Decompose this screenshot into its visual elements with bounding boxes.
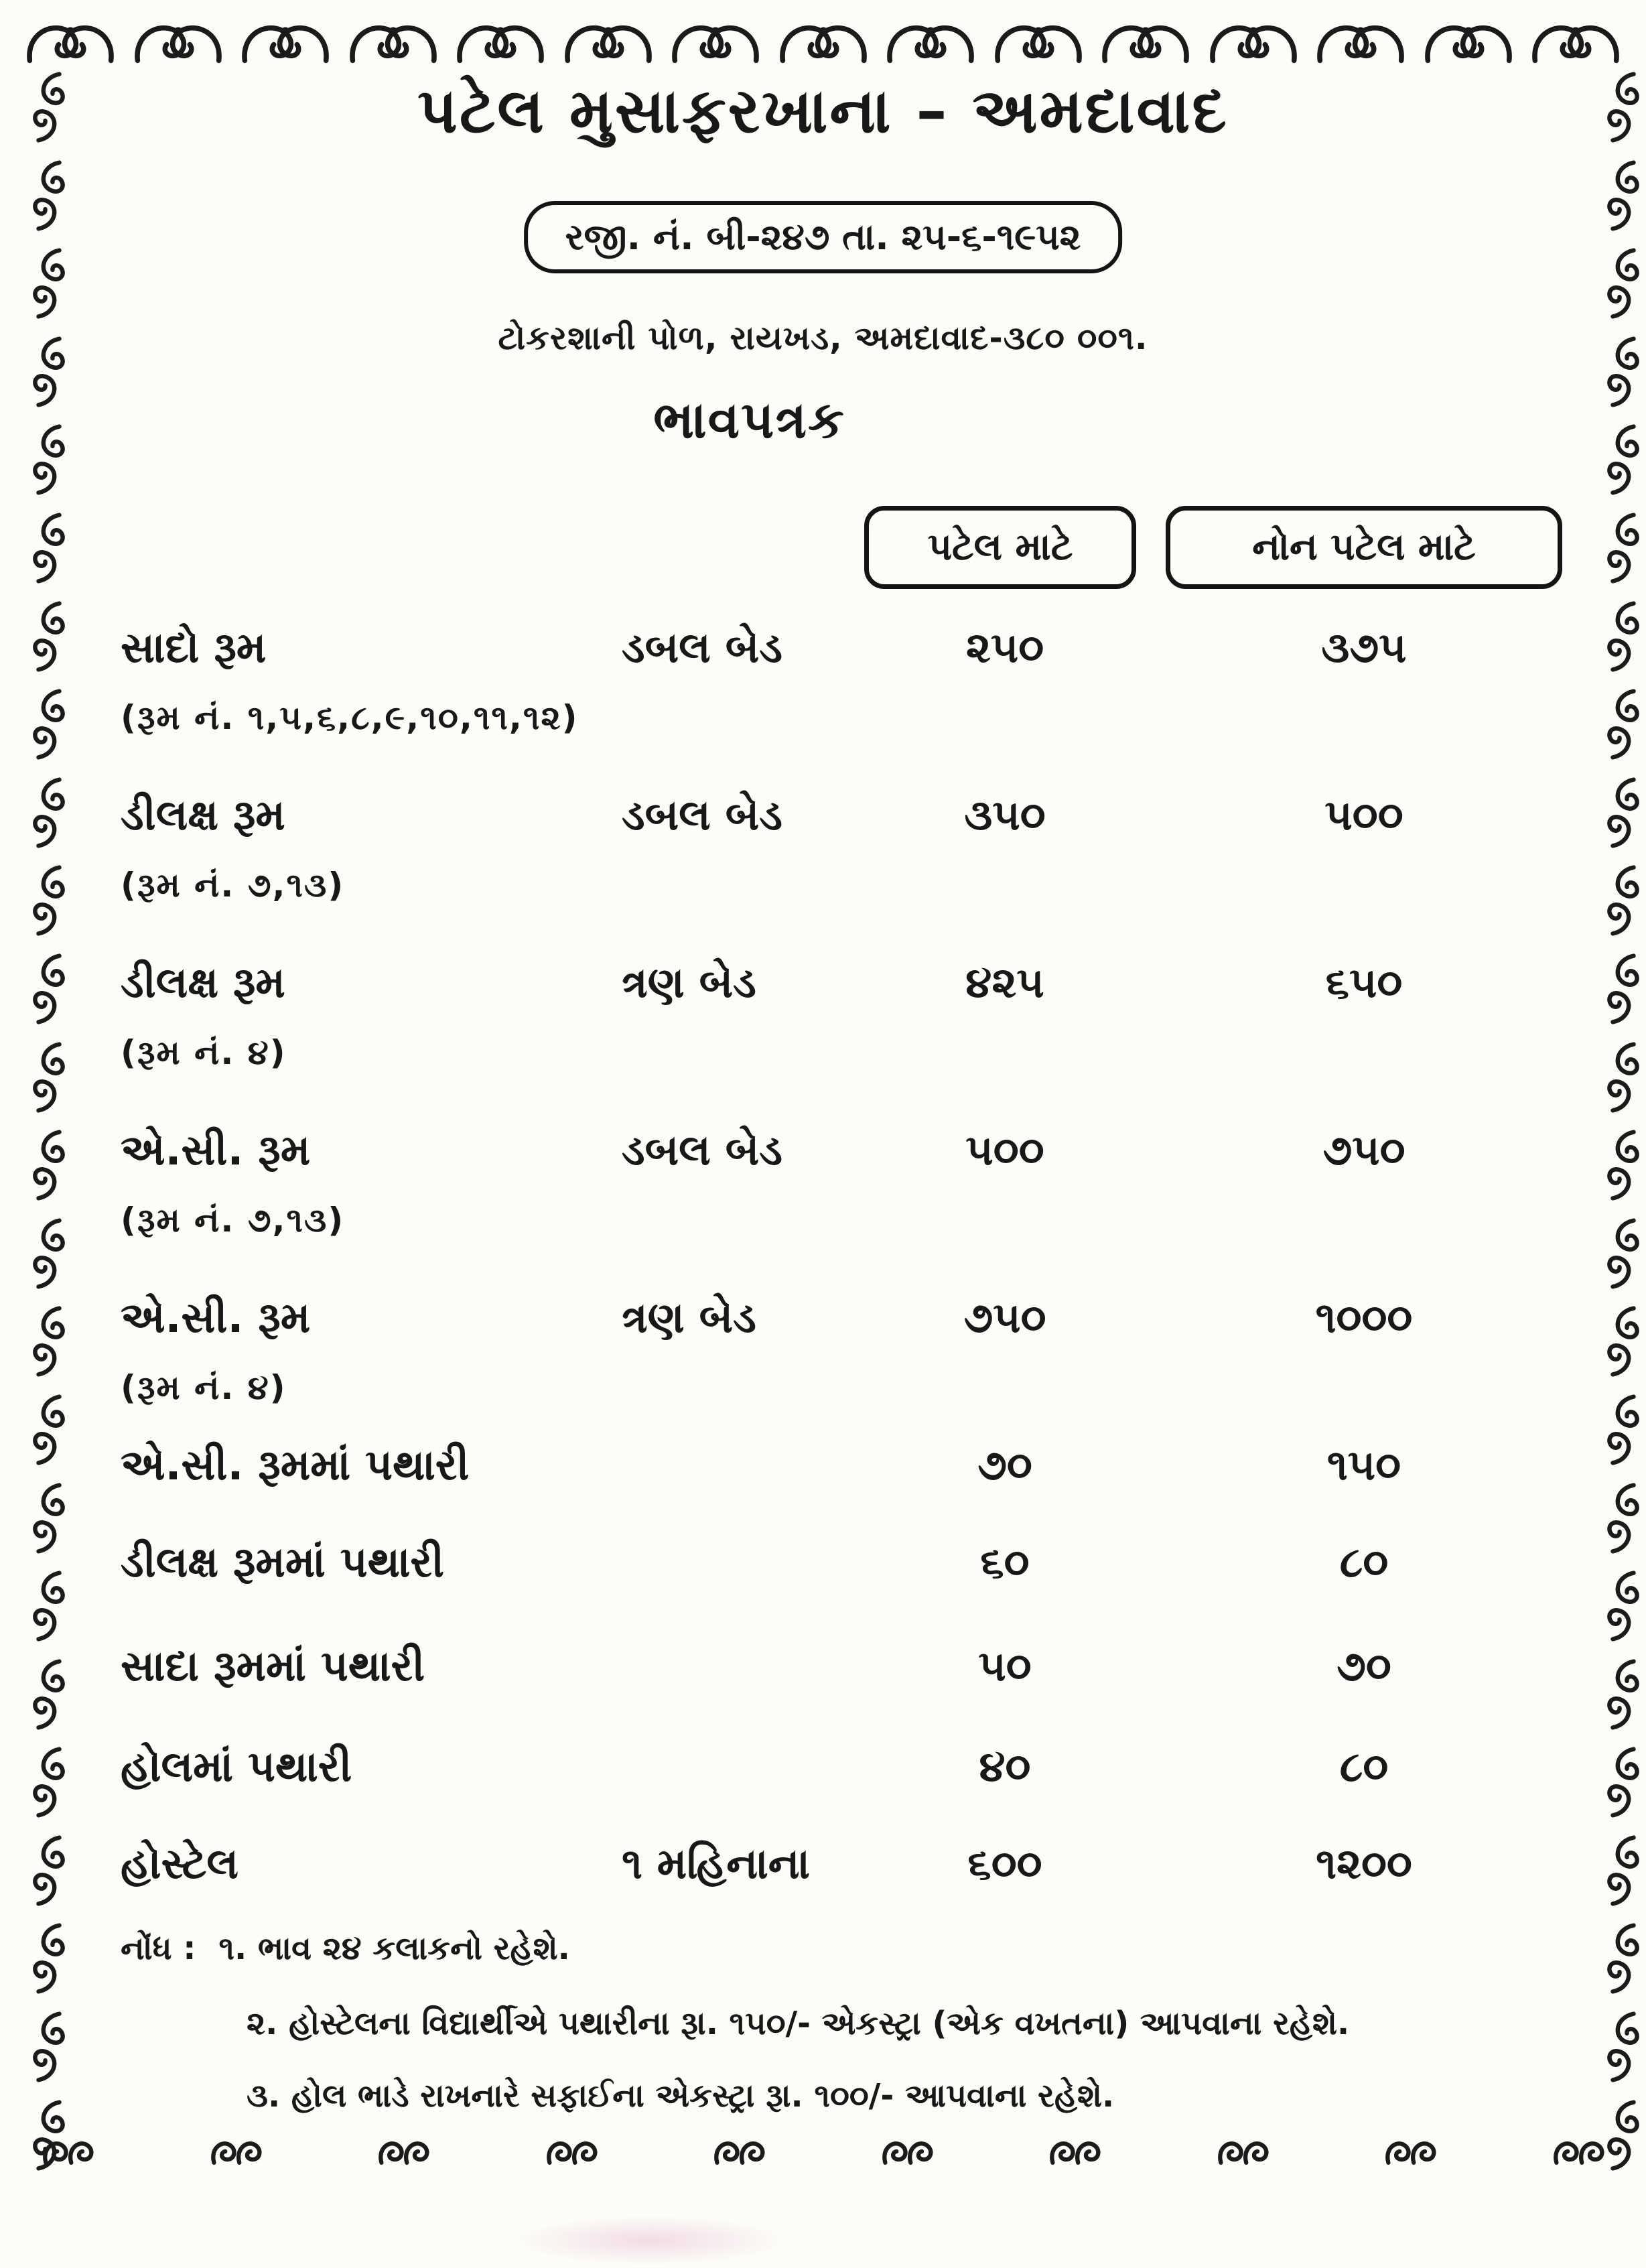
scroll-ornament-icon — [777, 14, 870, 66]
room-label: સાદા રૂમમાં પથારી — [121, 1642, 425, 1690]
scroll-ornament-icon — [27, 687, 70, 762]
scroll-ornament-icon — [1602, 1833, 1645, 1908]
ornamental-border-left — [20, 70, 78, 2173]
scroll-ornament-icon — [40, 2136, 95, 2167]
room-label: ડીલક્ષ રૂમ — [121, 791, 285, 840]
price-list-heading: ભાવપત્રક — [653, 390, 845, 450]
room-numbers: (રૂમ નં. ૭,૧૩) — [121, 1201, 345, 1240]
scroll-ornament-icon — [27, 1833, 70, 1908]
ornamental-border-bottom — [40, 2132, 1606, 2171]
price-non-patel: ૮૦ — [1339, 1742, 1389, 1791]
scroll-ornament-icon — [27, 1216, 70, 1291]
scroll-ornament-icon — [27, 775, 70, 850]
scroll-ornament-icon — [132, 14, 224, 66]
scroll-ornament-icon — [1529, 14, 1622, 66]
scroll-ornament-icon — [27, 1481, 70, 1556]
scroll-ornament-icon — [1602, 599, 1645, 674]
table-row — [121, 958, 1527, 1033]
table-row — [121, 1126, 1527, 1201]
scroll-ornament-icon — [562, 14, 655, 66]
bed-type: ડબલ બેડ — [622, 1126, 782, 1175]
scroll-ornament-icon — [711, 2136, 766, 2167]
room-numbers: (રૂમ નં. ૪) — [121, 1368, 287, 1407]
scroll-ornament-icon — [1314, 14, 1407, 66]
scroll-ornament-icon — [1602, 775, 1645, 850]
price-non-patel: ૩૭૫ — [1321, 623, 1407, 672]
document-title: પટેલ મુસાફરખાના – અમદાવાદ — [417, 75, 1229, 147]
scroll-ornament-icon — [27, 1657, 70, 1732]
scroll-ornament-icon — [880, 2136, 935, 2167]
scroll-ornament-icon — [1602, 1569, 1645, 1644]
room-label: સાદો રૂમ — [121, 623, 267, 672]
note-text: ૧. ભાવ ૨૪ કલાકનો રહેશે. — [218, 1930, 570, 1967]
ornamental-border-right — [1598, 70, 1645, 2173]
price-non-patel: ૧૦૦૦ — [1315, 1293, 1413, 1342]
scroll-ornament-icon — [27, 1392, 70, 1467]
column-header-non-patel: નોન પટેલ માટે — [1166, 506, 1562, 589]
scroll-ornament-icon — [1602, 951, 1645, 1026]
price-non-patel: ૬૫૦ — [1325, 958, 1403, 1007]
note-line-1 — [121, 1930, 570, 1968]
price-patel: ૫૦ — [978, 1642, 1032, 1690]
scroll-ornament-icon — [27, 1304, 70, 1379]
scroll-ornament-icon — [27, 599, 70, 674]
scroll-ornament-icon — [1602, 1040, 1645, 1115]
table-row — [121, 1839, 1527, 1914]
table-row — [121, 1538, 1527, 1613]
scroll-ornament-icon — [1602, 687, 1645, 762]
room-label: હોસ્ટેલ — [121, 1839, 239, 1888]
price-patel: ૭૫૦ — [963, 1293, 1046, 1342]
column-header-patel: પટેલ માટે — [864, 506, 1136, 589]
scroll-ornament-icon — [1383, 2136, 1438, 2167]
scroll-ornament-icon — [1602, 1304, 1645, 1379]
scroll-ornament-icon — [1207, 14, 1300, 66]
scroll-ornament-icon — [1602, 1216, 1645, 1291]
scroll-ornament-icon — [1602, 2009, 1645, 2084]
note-line-2: ૨. હોસ્ટેલના વિદ્યાર્થીએ પથારીના રૂા. ૧૫૦/- એકસ્ટ્રા (એક વખતના) આપવાના રહેશે. — [247, 2005, 1350, 2042]
scroll-ornament-icon — [884, 14, 977, 66]
table-row — [121, 791, 1527, 866]
scroll-ornament-icon — [454, 14, 547, 66]
room-label: ડીલક્ષ રૂમ — [121, 958, 285, 1007]
scroll-ornament-icon — [1602, 1745, 1645, 1820]
ornamental-border-top — [24, 9, 1622, 71]
price-patel: ૪૨૫ — [965, 958, 1044, 1007]
price-non-patel: ૧૫૦ — [1326, 1441, 1401, 1489]
room-numbers: (રૂમ નં. ૧,૫,૬,૮,૯,૧૦,૧૧,૧૨) — [121, 698, 579, 737]
room-numbers: (રૂમ નં. ૪) — [121, 1033, 287, 1072]
scroll-ornament-icon — [27, 511, 70, 586]
scroll-ornament-icon — [27, 2009, 70, 2084]
bed-type: ત્રણ બેડ — [622, 1293, 756, 1342]
scroll-ornament-icon — [1602, 1921, 1645, 1996]
scroll-ornament-icon — [1602, 511, 1645, 586]
scroll-ornament-icon — [669, 14, 762, 66]
scroll-ornament-icon — [1602, 1657, 1645, 1732]
price-non-patel: ૫૦૦ — [1324, 791, 1403, 840]
scroll-ornament-icon — [24, 14, 117, 66]
scroll-ornament-icon — [1215, 2136, 1270, 2167]
table-row — [121, 1642, 1527, 1717]
room-label: એ.સી. રૂમમાં પથારી — [121, 1441, 470, 1489]
room-label: એ.સી. રૂમ — [121, 1126, 311, 1175]
table-row — [121, 1742, 1527, 1817]
room-label: ડીલક્ષ રૂમમાં પથારી — [121, 1538, 444, 1587]
scroll-ornament-icon — [1602, 2098, 1645, 2173]
scroll-ornament-icon — [27, 863, 70, 938]
scroll-ornament-icon — [1602, 1128, 1645, 1203]
price-patel: ૫૦૦ — [965, 1126, 1044, 1175]
table-row — [121, 623, 1527, 698]
price-non-patel: ૧૨૦૦ — [1316, 1839, 1412, 1888]
bed-type: ૧ મહિનાના — [622, 1839, 811, 1888]
scroll-ornament-icon — [347, 14, 439, 66]
price-patel: ૬૦ — [980, 1538, 1030, 1587]
price-patel: ૨૫૦ — [965, 623, 1044, 672]
note-line-3: ૩. હોલ ભાડે રાખનારે સફાઈના એકસ્ટ્રા રૂા. ૧૦૦/- આપવાના રહેશે. — [247, 2077, 1115, 2115]
registration-badge: રજી. નં. બી-૨૪૭ તા. ૨૫-૬-૧૯૫૨ — [524, 201, 1123, 273]
table-row — [121, 1293, 1527, 1368]
scroll-ornament-icon — [544, 2136, 599, 2167]
scroll-ornament-icon — [992, 14, 1085, 66]
bed-type: ત્રણ બેડ — [622, 958, 756, 1007]
scroll-ornament-icon — [27, 951, 70, 1026]
scroll-ornament-icon — [27, 1128, 70, 1203]
scroll-ornament-icon — [1602, 863, 1645, 938]
scroll-ornament-icon — [27, 1745, 70, 1820]
table-row — [121, 1441, 1527, 1516]
scroll-ornament-icon — [1099, 14, 1192, 66]
scroll-ornament-icon — [1422, 14, 1515, 66]
price-patel: ૩૫૦ — [964, 791, 1046, 840]
notes-prefix: નોંધ : — [121, 1930, 196, 1967]
price-non-patel: ૭૫૦ — [1322, 1126, 1405, 1175]
scroll-ornament-icon — [1602, 246, 1645, 321]
scroll-ornament-icon — [27, 1921, 70, 1996]
scroll-ornament-icon — [1602, 1481, 1645, 1556]
scroll-ornament-icon — [27, 1569, 70, 1644]
scroll-ornament-icon — [1551, 2136, 1606, 2167]
room-label: એ.સી. રૂમ — [121, 1293, 311, 1342]
scroll-ornament-icon — [376, 2136, 431, 2167]
scroll-ornament-icon — [208, 2136, 263, 2167]
scroll-ornament-icon — [1602, 1392, 1645, 1467]
price-patel: ૬૦૦ — [967, 1839, 1042, 1888]
scroll-ornament-icon — [1047, 2136, 1102, 2167]
price-non-patel: ૭૦ — [1336, 1642, 1391, 1690]
scroll-ornament-icon — [1602, 422, 1645, 497]
scan-smudge — [516, 2216, 784, 2265]
scroll-ornament-icon — [1602, 158, 1645, 233]
scroll-ornament-icon — [239, 14, 332, 66]
price-patel: ૭૦ — [977, 1441, 1032, 1489]
bed-type: ડબલ બેડ — [622, 623, 782, 672]
scroll-ornament-icon — [27, 158, 70, 233]
price-non-patel: ૮૦ — [1339, 1538, 1389, 1587]
price-patel: ૪૦ — [979, 1742, 1031, 1791]
scroll-ornament-icon — [27, 246, 70, 321]
bed-type: ડબલ બેડ — [622, 791, 782, 840]
address-line: ટોકરશાની પોળ, રાયખડ, અમદાવાદ-૩૮૦ ૦૦૧. — [498, 319, 1148, 357]
room-numbers: (રૂમ નં. ૭,૧૩) — [121, 866, 345, 905]
scroll-ornament-icon — [27, 1040, 70, 1115]
room-label: હોલમાં પથારી — [121, 1742, 352, 1791]
